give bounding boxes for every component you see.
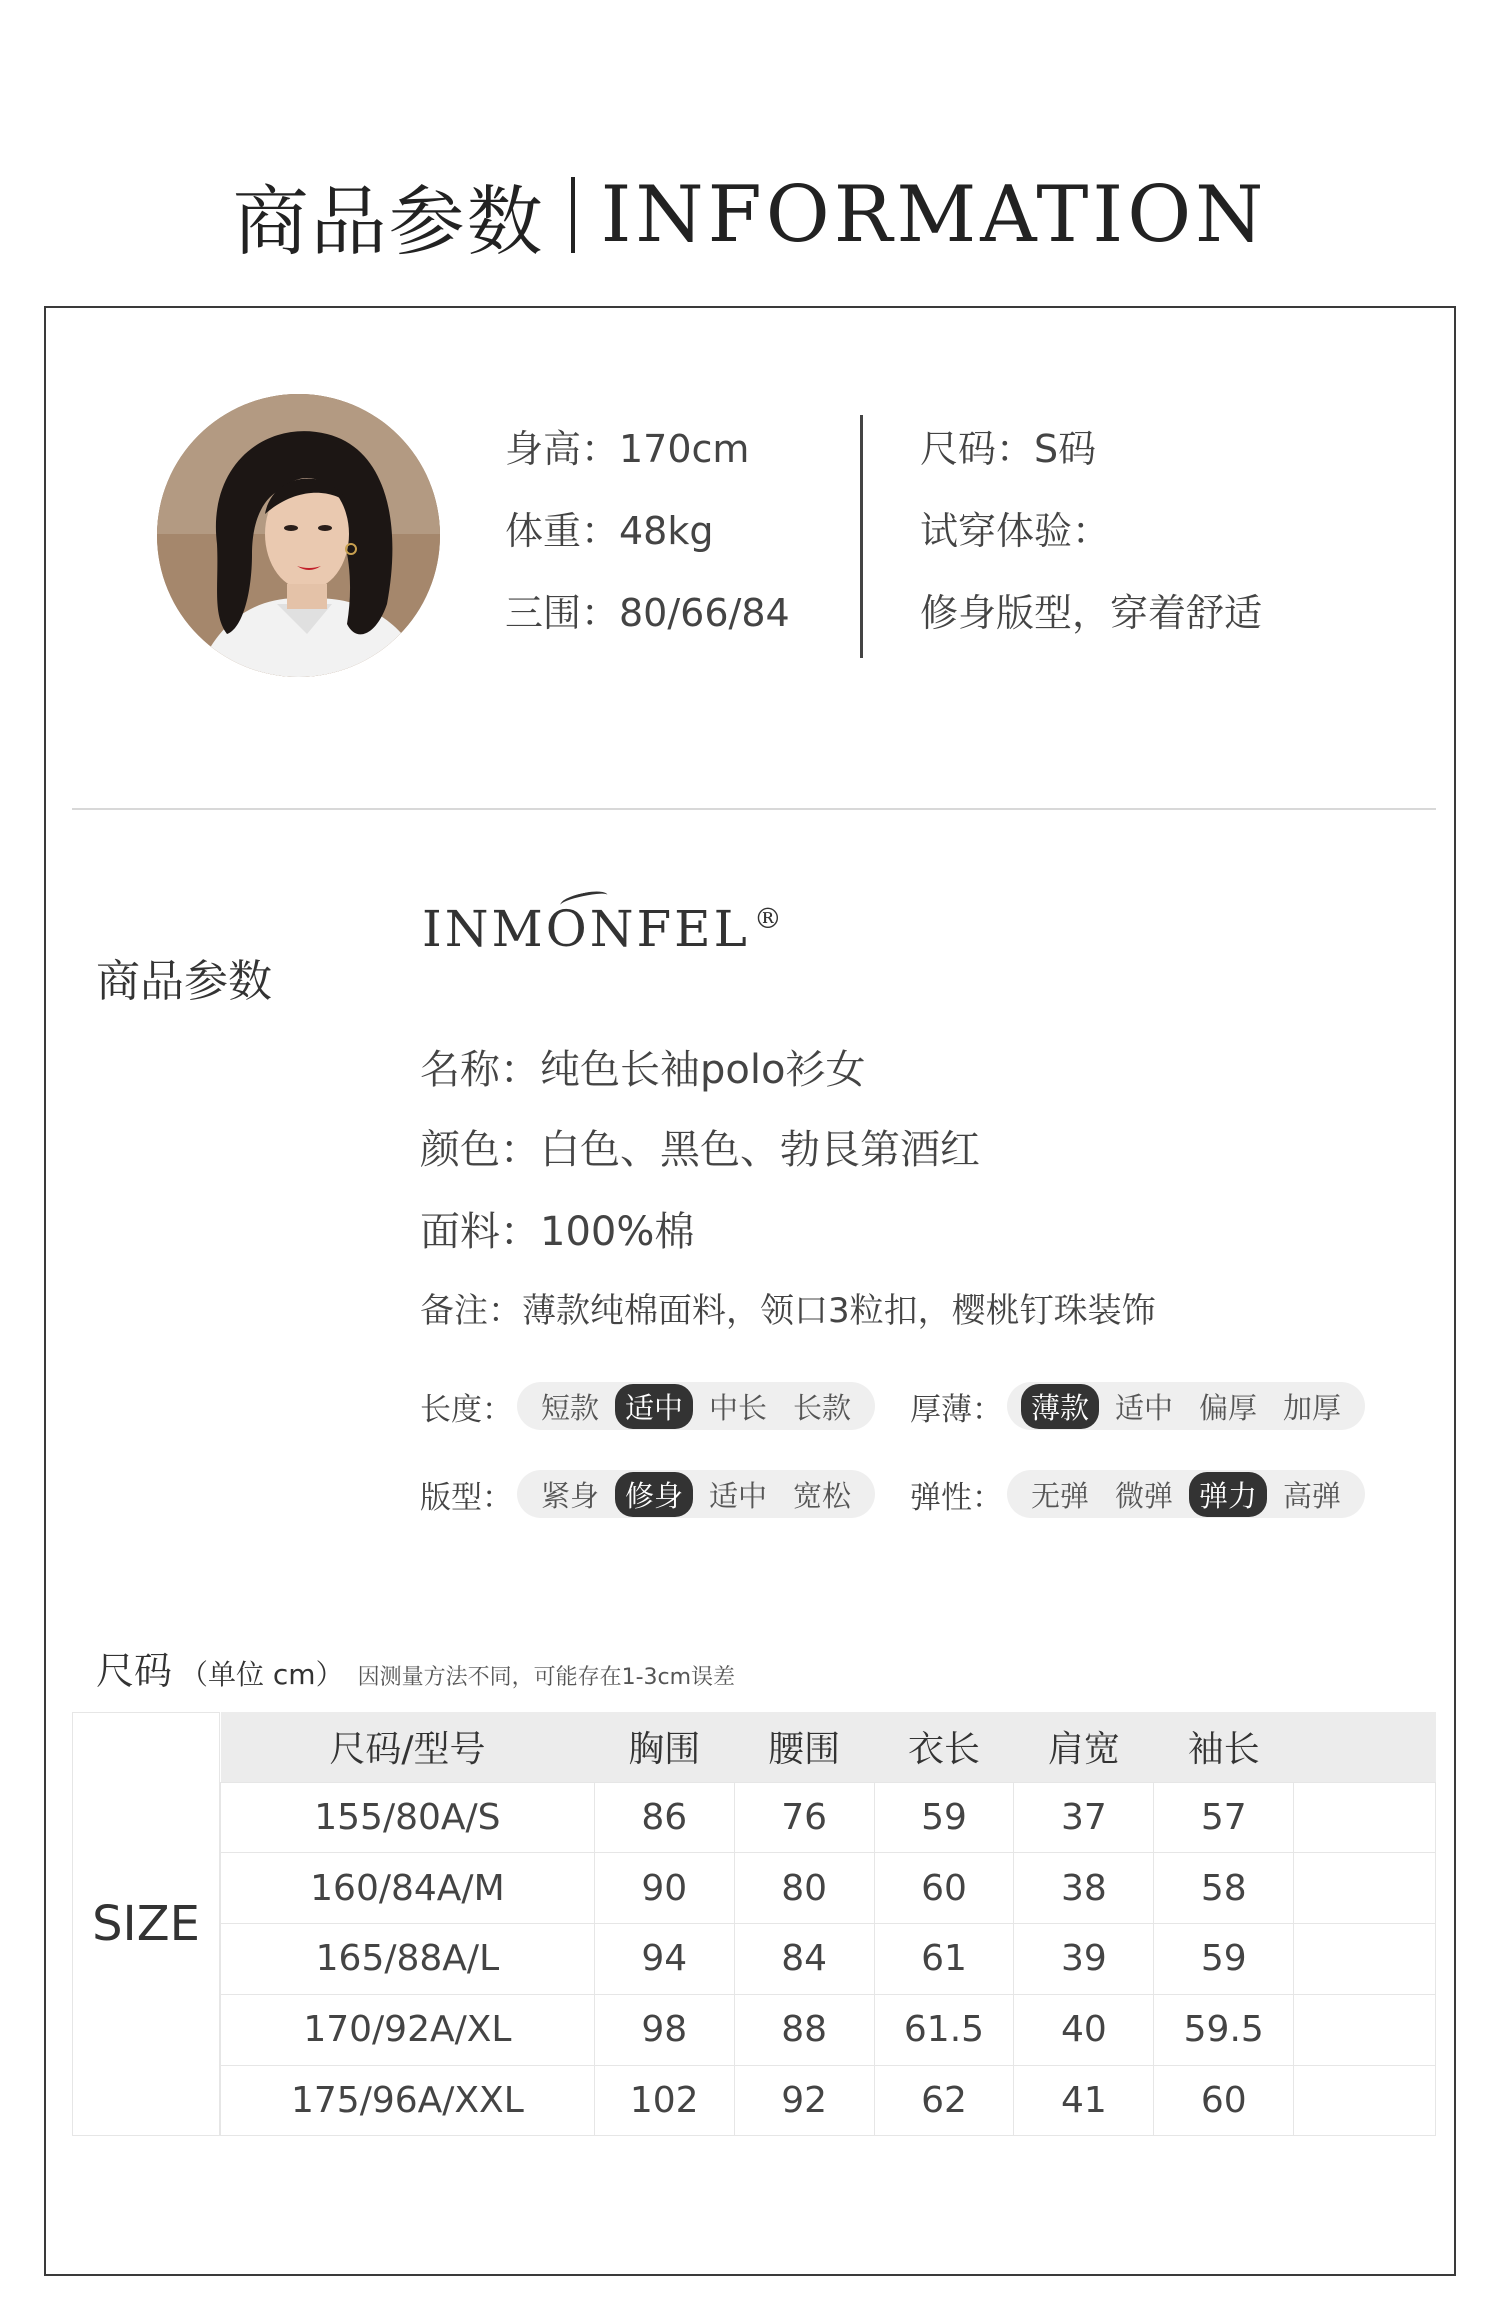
size-cell: 76 <box>734 1782 874 1853</box>
attr-fit <box>420 1470 875 1518</box>
size-cell: 62 <box>874 2065 1014 2136</box>
product-section-label: 商品参数 <box>96 956 272 1007</box>
size-cell: 58 <box>1154 1853 1294 1924</box>
size-cell: 92 <box>734 2065 874 2136</box>
size-cell: 155/80A/S <box>221 1782 595 1853</box>
size-cell: 60 <box>874 1853 1014 1924</box>
size-heading-title: 尺码 <box>96 1649 173 1693</box>
size-col-header: 袖长 <box>1154 1712 1294 1782</box>
size-cell <box>1294 1994 1436 2065</box>
attr-thickness-option: 加厚 <box>1283 1390 1342 1425</box>
attr-thickness <box>910 1382 1365 1430</box>
attr-fit-option: 紧身 <box>541 1478 600 1513</box>
model-avatar <box>157 394 440 677</box>
attr-length-option: 中长 <box>709 1390 768 1425</box>
size-cell: 41 <box>1014 2065 1154 2136</box>
table-row <box>221 1924 1436 1995</box>
brand-registered-mark: ® <box>753 902 785 936</box>
attr-elasticity-option-selected: 弹力 <box>1189 1472 1267 1517</box>
size-cell <box>1294 1853 1436 1924</box>
table-row <box>221 1853 1436 1924</box>
size-col-header: 胸围 <box>594 1712 734 1782</box>
table-row <box>221 1994 1436 2065</box>
header-title-en: INFORMATION <box>600 170 1268 260</box>
size-cell: 175/96A/XXL <box>221 2065 595 2136</box>
product-note: 备注：薄款纯棉面料，领口3粒扣，樱桃钉珠装饰 <box>420 1291 1156 1331</box>
size-table <box>220 1712 1436 2136</box>
attr-fit-option: 宽松 <box>793 1478 852 1513</box>
model-portrait-image <box>157 394 440 677</box>
product-fabric: 面料：100%棉 <box>420 1209 695 1255</box>
attr-elasticity-option: 微弹 <box>1115 1478 1174 1513</box>
attr-length <box>420 1382 875 1430</box>
attr-thickness-label: 厚薄： <box>910 1391 1003 1428</box>
size-heading-unit: （单位 cm） <box>180 1658 344 1691</box>
size-cell: 86 <box>594 1782 734 1853</box>
size-cell: 102 <box>594 2065 734 2136</box>
try-on-label: 试穿体验： <box>920 509 1111 553</box>
size-cell: 160/84A/M <box>221 1853 595 1924</box>
product-color: 颜色：白色、黑色、勃艮第酒红 <box>420 1127 980 1173</box>
size-cell: 60 <box>1154 2065 1294 2136</box>
size-cell: 39 <box>1014 1924 1154 1995</box>
size-cell: 94 <box>594 1924 734 1995</box>
size-cell: 59 <box>874 1782 1014 1853</box>
header-title-cn: 商品参数 <box>232 176 545 266</box>
header-separator <box>571 177 575 253</box>
size-table-header-row <box>221 1712 1436 1782</box>
size-cell <box>1294 2065 1436 2136</box>
size-cell: 61 <box>874 1924 1014 1995</box>
size-cell <box>1294 1782 1436 1853</box>
attr-fit-option-selected: 修身 <box>615 1472 693 1517</box>
product-name: 名称：纯色长袖polo衫女 <box>420 1047 866 1093</box>
brand-name: INMONFEL <box>422 900 750 958</box>
size-cell: 38 <box>1014 1853 1154 1924</box>
size-heading-note: 因测量方法不同，可能存在1-3cm误差 <box>357 1665 736 1690</box>
attr-length-label: 长度： <box>420 1391 513 1428</box>
attr-thickness-option: 适中 <box>1115 1390 1174 1425</box>
size-cell: 90 <box>594 1853 734 1924</box>
attr-elasticity-label: 弹性： <box>910 1479 1003 1516</box>
size-chart-heading <box>96 1640 735 1695</box>
size-cell: 170/92A/XL <box>221 1994 595 2065</box>
page-header <box>0 160 1500 270</box>
attr-fit-options <box>517 1470 875 1518</box>
size-cell: 59 <box>1154 1924 1294 1995</box>
section-divider <box>72 808 1436 810</box>
size-col-header: 腰围 <box>734 1712 874 1782</box>
try-on-text: 修身版型，穿着舒适 <box>920 591 1263 635</box>
brand-logo <box>422 900 785 958</box>
attr-elasticity-option: 无弹 <box>1031 1478 1090 1513</box>
size-cell: 40 <box>1014 1994 1154 2065</box>
attr-length-options <box>517 1382 875 1430</box>
size-side-label: SIZE <box>72 1712 220 2136</box>
size-col-header: 肩宽 <box>1014 1712 1154 1782</box>
size-cell: 37 <box>1014 1782 1154 1853</box>
attr-thickness-option: 偏厚 <box>1199 1390 1258 1425</box>
model-size: 尺码：S码 <box>920 427 1097 471</box>
size-cell: 98 <box>594 1994 734 2065</box>
size-cell: 88 <box>734 1994 874 2065</box>
size-col-header: 尺码/型号 <box>221 1712 595 1782</box>
size-chart <box>72 1712 1436 2136</box>
attr-length-option: 短款 <box>541 1390 600 1425</box>
size-col-header: 衣长 <box>874 1712 1014 1782</box>
attr-thickness-options <box>1007 1382 1365 1430</box>
stats-divider <box>860 415 863 658</box>
attr-elasticity-option: 高弹 <box>1283 1478 1342 1513</box>
attr-fit-label: 版型： <box>420 1479 513 1516</box>
attr-length-option: 长款 <box>793 1390 852 1425</box>
attr-thickness-option-selected: 薄款 <box>1021 1384 1099 1429</box>
size-cell: 59.5 <box>1154 1994 1294 2065</box>
size-cell: 165/88A/L <box>221 1924 595 1995</box>
table-row <box>221 2065 1436 2136</box>
attr-elasticity-options <box>1007 1470 1365 1518</box>
attr-length-option-selected: 适中 <box>615 1384 693 1429</box>
table-row <box>221 1782 1436 1853</box>
model-height: 身高：170cm <box>505 427 750 471</box>
attr-fit-option: 适中 <box>709 1478 768 1513</box>
size-cell: 61.5 <box>874 1994 1014 2065</box>
model-measurements: 三围：80/66/84 <box>505 591 790 635</box>
size-cell: 57 <box>1154 1782 1294 1853</box>
size-cell: 80 <box>734 1853 874 1924</box>
model-weight: 体重：48kg <box>505 509 714 553</box>
size-col-header-blank <box>1294 1712 1436 1782</box>
attr-elasticity <box>910 1470 1365 1518</box>
size-cell: 84 <box>734 1924 874 1995</box>
size-cell <box>1294 1924 1436 1995</box>
